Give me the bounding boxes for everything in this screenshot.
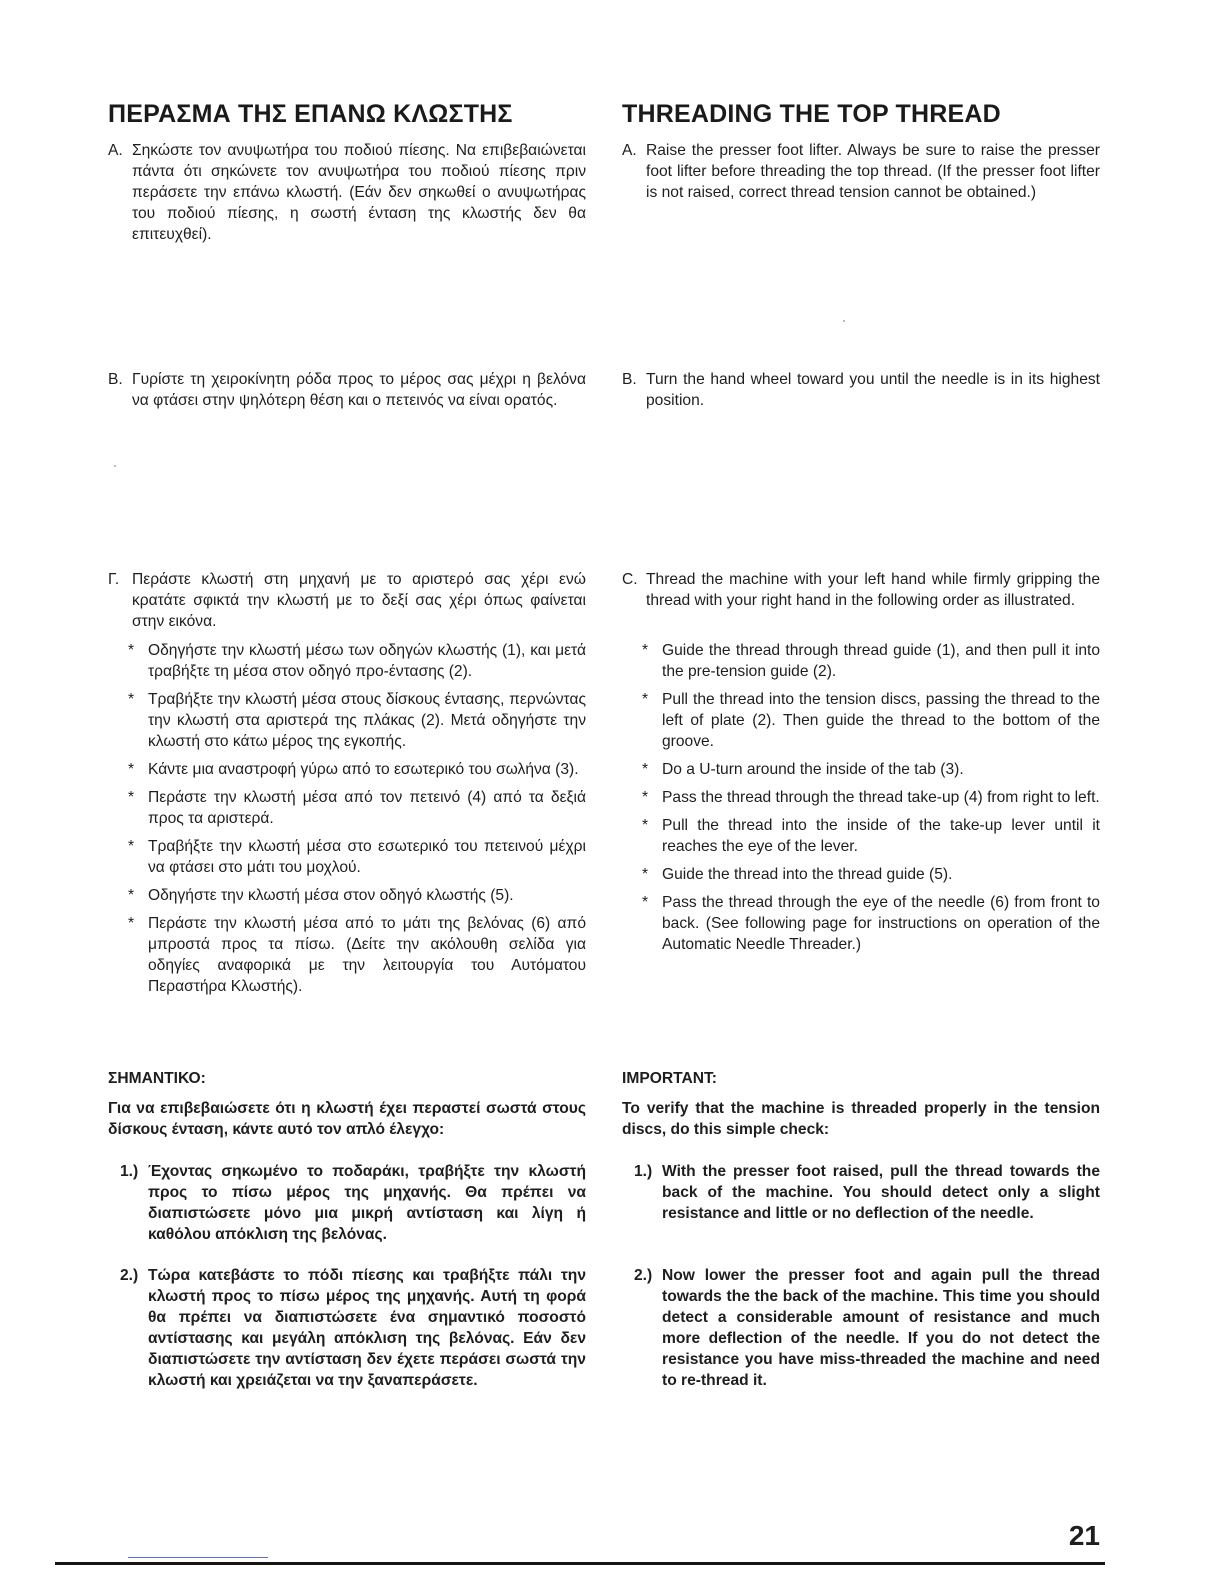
english-step-a [622,140,1100,203]
english-step-b-text: Turn the hand wheel toward you until the needle is in its highest position. [646,371,1100,409]
greek-step-c [108,569,586,632]
list-item: * Τραβήξτε την κλωστή μέσα στους δίσκους έντασης, περνώντας την κλωστή στα αριστερά της πλάκας (2). Μετά οδηγήστε την κλωστή στο κάτω μέρος της εγκοπής. [128,691,586,750]
list-item: * Οδηγήστε την κλωστή μέσα στον οδηγό κλωστής (5). [128,887,514,904]
list-item: * Guide the thread through thread guide (1), and then pull it into the pre-tension guide (2). [642,642,1100,680]
list-item: * Περάστε την κλωστή μέσα από το μάτι της βελόνας (6) από μπροστά προς τα πίσω. (Δείτε την ακόλουθη σελίδα για οδηγίες αναφορικά με την λειτουργία του Αυτόματου Περαστήρα Κλωστής). [128,915,586,995]
greek-step-a-text: Σηκώστε τον ανυψωτήρα του ποδιού πίεσης. Να επιβεβαιώνεται πάντα ότι σηκώνετε τον ανυψωτήρα του ποδιού πίεσης πριν περάσετε την επάνω κλωστή. (Εάν δεν σηκωθεί ο ανυψωτήρας του ποδιού πίεσης, η σωστή ένταση της κλωστής δεν θα επιτευχθεί). [132,142,586,243]
list-item: * Pull the thread into the inside of the take-up lever until it reaches the eye of the lever. [642,817,1100,855]
greek-step-c-label: Γ. [108,571,120,588]
list-item: * Τραβήξτε την κλωστή μέσα στο εσωτερικό του πετεινού μέχρι να φτάσει στο μάτι του μοχλού. [128,838,586,876]
greek-step-b-label: Β. [108,371,123,388]
list-item: * Pass the thread through the thread take-up (4) from right to left. [642,789,1100,806]
english-step-a-text: Raise the presser foot lifter. Always be sure to raise the presser foot lifter before threading the top thread. (If the presser foot lifter is not raised, correct thread tension cannot be obtained.) [646,142,1100,201]
greek-title: ΠΕΡΑΣΜΑ ΤΗΣ ΕΠΑΝΩ ΚΛΩΣΤΗΣ [108,100,513,128]
english-check-1: 1.) With the presser foot raised, pull the thread towards the back of the machine. You should detect only a slight resistance and little or no deflection of the needle. [634,1163,1100,1222]
scan-speck [114,465,116,467]
page-number: 21 [1068,1520,1100,1551]
english-step-b-label: B. [622,371,637,388]
greek-step-a [108,140,586,245]
greek-step-b-text: Γυρίστε τη χειροκίνητη ρόδα προς το μέρος σας μέχρι η βελόνα να φτάσει στην ψηλότερη θέση και ο πετεινός να είναι ορατός. [132,371,586,409]
greek-step-a-label: Α. [108,142,123,159]
list-item: * Περάστε την κλωστή μέσα από τον πετεινό (4) από τα δεξιά προς τα αριστερά. [128,789,586,827]
english-step-c-text: Thread the machine with your left hand while firmly gripping the thread with your right hand in the following order as illustrated. [646,571,1100,609]
greek-important-title: ΣΗΜΑΝΤΙΚΟ: [108,1070,206,1087]
english-title: THREADING THE TOP THREAD [622,100,1001,128]
english-step-c [622,569,1100,611]
greek-bullet-list [108,640,586,1004]
greek-step-b [108,369,586,411]
english-important-title: IMPORTANT: [622,1070,717,1087]
english-step-b [622,369,1100,411]
english-important-intro: To verify that the machine is threaded properly in the tension discs, do this simple check: [622,1100,1100,1138]
english-bullet-list [622,640,1100,962]
list-item: * Do a U-turn around the inside of the tab (3). [642,761,964,778]
greek-check-1: 1.) Έχοντας σηκωμένο το ποδαράκι, τραβήξτε την κλωστή προς το πίσω μέρος της μηχανής. Θα πρέπει να διαπιστώσετε μόνο μια μικρή αντίσταση και λίγη ή καθόλου απόκλιση της βελόνας. [120,1163,586,1243]
list-item: * Κάντε μια αναστροφή γύρω από το εσωτερικό του σωλήνα (3). [128,761,579,778]
footer-rule [55,1562,1105,1565]
list-item: * Οδηγήστε την κλωστή μέσω των οδηγών κλωστής (1), και μετά τραβήξτε τη μέσα στον οδηγό προ-έντασης (2). [128,642,586,680]
list-item: * Pull the thread into the tension discs, passing the thread to the left of plate (2). Then guide the thread to the bottom of the groove. [642,691,1100,750]
list-item: * Pass the thread through the eye of the needle (6) from front to back. (See following page for instructions on operation of the Automatic Needle Threader.) [642,894,1100,953]
footer-link-line [128,1557,268,1558]
english-step-c-label: C. [622,571,638,588]
greek-check-2: 2.) Τώρα κατεβάστε το πόδι πίεσης και τραβήξτε πάλι την κλωστή προς το πίσω μέρος της μηχανής. Αυτή τη φορά θα πρέπει να διαπιστώσετε ένα σημαντικό ποσοστό αντίστασης και μεγάλη απόκλιση της βελόνας. Εάν δεν διαπιστώσετε την αντίσταση δεν έχετε περάσει σωστά την κλωστή και χρειάζεται να την ξαναπεράσετε. [120,1267,586,1389]
english-step-a-label: A. [622,142,637,159]
english-check-2: 2.) Now lower the presser foot and again pull the thread towards the the back of the machine. This time you should detect a considerable amount of resistance and much more deflection of the needle. If you do not detect the resistance you have miss-threaded the machine and need to re-thread it. [634,1267,1100,1389]
list-item: * Guide the thread into the thread guide (5). [642,866,953,883]
greek-step-c-text: Περάστε κλωστή στη μηχανή με το αριστερό σας χέρι ενώ κρατάτε σφικτά την κλωστή με το δεξί σας χέρι όπως φαίνεται στην εικόνα. [132,571,586,630]
greek-important-intro: Για να επιβεβαιώσετε ότι η κλωστή έχει περαστεί σωστά στους δίσκους ένταση, κάντε αυτό τον απλό έλεγχο: [108,1100,586,1138]
scan-speck [843,320,845,322]
